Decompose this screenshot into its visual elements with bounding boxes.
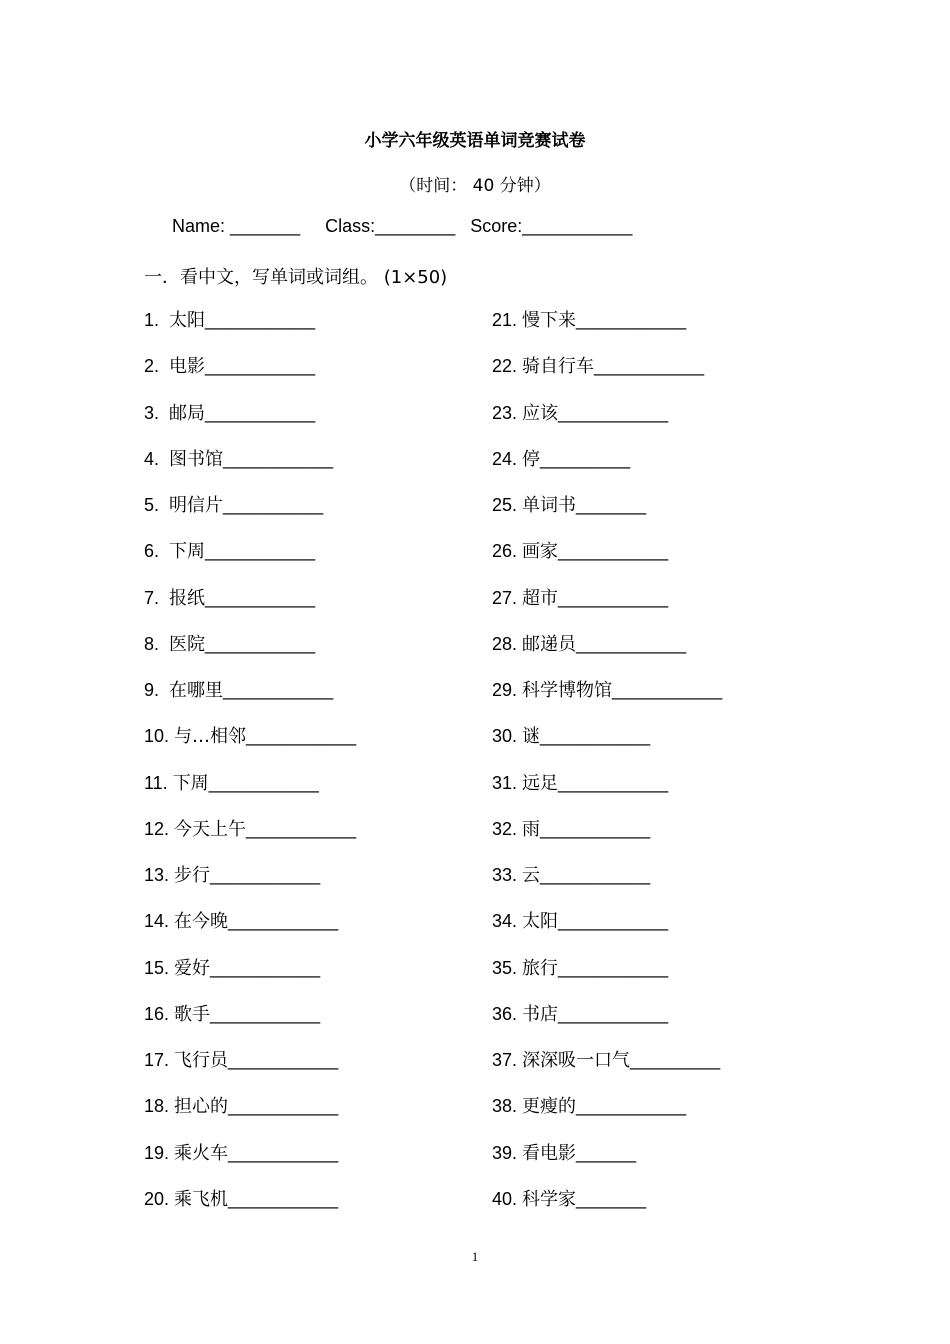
answer-blank[interactable]: ___________	[612, 680, 723, 700]
answer-blank[interactable]: ___________	[246, 726, 357, 747]
question-item	[492, 1095, 722, 1141]
question-item	[492, 957, 722, 1003]
question-prompt: 乘飞机	[174, 1188, 229, 1210]
question-number: 8.	[144, 633, 170, 654]
left-question-column	[144, 309, 356, 1234]
question-number: 36.	[492, 1003, 523, 1024]
question-number: 38.	[492, 1096, 523, 1117]
question-number: 29.	[492, 680, 523, 700]
question-number: 30.	[492, 726, 523, 747]
question-number: 35.	[492, 957, 523, 978]
question-number: 24.	[492, 448, 523, 469]
question-number: 23.	[492, 402, 523, 423]
answer-blank[interactable]: ___________	[210, 957, 321, 978]
question-number: 21.	[492, 310, 523, 330]
answer-blank[interactable]: ___________	[558, 957, 669, 978]
answer-blank[interactable]: __________	[223, 495, 324, 515]
answer-blank[interactable]: ___________	[558, 541, 669, 562]
question-item	[492, 1188, 722, 1234]
question-prompt: 科学家	[522, 1188, 577, 1210]
question-item	[144, 679, 356, 725]
question-number: 2.	[144, 356, 170, 377]
question-prompt: 邮递员	[522, 633, 577, 655]
answer-blank[interactable]: ___________	[205, 402, 316, 423]
question-item	[492, 309, 722, 355]
question-item	[492, 1049, 722, 1095]
question-prompt: 今天上午	[174, 818, 247, 840]
question-prompt: 骑自行车	[522, 356, 595, 378]
question-number: 28.	[492, 633, 523, 654]
answer-blank[interactable]: ___________	[205, 633, 316, 654]
question-number: 32.	[492, 818, 523, 839]
question-number: 9.	[144, 680, 170, 700]
answer-blank[interactable]: ___________	[210, 865, 321, 885]
question-number: 6.	[144, 541, 170, 562]
question-item	[492, 540, 722, 586]
question-number: 31.	[492, 772, 523, 793]
name-field[interactable]: Name: _______	[172, 216, 301, 236]
page-number: 1	[471, 1249, 479, 1264]
question-prompt: 雨	[522, 818, 541, 840]
question-number: 18.	[144, 1096, 175, 1117]
question-prompt: 科学博物馆	[522, 680, 613, 701]
question-number: 26.	[492, 541, 523, 562]
question-prompt: 明信片	[169, 495, 224, 516]
answer-blank[interactable]: ___________	[246, 818, 357, 839]
answer-blank[interactable]: ___________	[576, 1096, 687, 1117]
question-item	[144, 355, 356, 401]
question-prompt: 画家	[522, 541, 559, 563]
question-item	[492, 402, 722, 448]
question-item	[144, 864, 356, 910]
question-item	[144, 448, 356, 494]
question-prompt: 谜	[522, 726, 541, 748]
answer-blank[interactable]: ___________	[205, 587, 316, 608]
answer-blank[interactable]: ___________	[223, 680, 334, 700]
answer-blank[interactable]: ___________	[228, 1096, 339, 1117]
student-info-line	[172, 216, 632, 237]
question-prompt: 与…相邻	[174, 726, 247, 748]
answer-blank[interactable]: ___________	[205, 310, 316, 330]
question-number: 4.	[144, 448, 170, 469]
answer-blank[interactable]: ___________	[558, 911, 669, 932]
question-number: 7.	[144, 587, 170, 608]
right-question-column	[492, 309, 722, 1234]
question-item	[144, 910, 356, 956]
question-number: 13.	[144, 865, 175, 885]
answer-blank[interactable]: ___________	[205, 356, 316, 377]
question-item	[144, 494, 356, 540]
answer-blank[interactable]: ___________	[540, 818, 651, 839]
question-prompt: 爱好	[174, 957, 211, 979]
question-item	[144, 402, 356, 448]
question-number: 15.	[144, 957, 175, 978]
answer-blank[interactable]: ___________	[594, 356, 705, 377]
question-number: 34.	[492, 911, 523, 932]
question-number: 40.	[492, 1188, 523, 1209]
question-prompt: 深深吸一口气	[522, 1050, 631, 1071]
question-prompt: 步行	[174, 865, 211, 886]
question-prompt: 邮局	[169, 402, 206, 424]
answer-blank[interactable]: ___________	[205, 541, 316, 562]
question-number: 37.	[492, 1050, 523, 1070]
question-item	[144, 1095, 356, 1141]
question-prompt: 更瘦的	[522, 1096, 577, 1118]
answer-blank[interactable]: ___________	[558, 1003, 669, 1024]
question-item	[492, 818, 722, 864]
question-prompt: 担心的	[174, 1096, 229, 1118]
answer-blank[interactable]: ___________	[540, 865, 651, 885]
question-prompt: 单词书	[522, 495, 577, 516]
question-prompt: 在哪里	[169, 680, 224, 701]
answer-blank[interactable]: _________	[630, 1050, 721, 1070]
question-prompt: 远足	[522, 772, 559, 794]
question-item	[492, 1142, 722, 1188]
question-number: 10.	[144, 726, 175, 747]
section-heading: 一．看中文，写单词或词组。 (1×50)	[144, 267, 448, 288]
question-item	[144, 1049, 356, 1095]
answer-blank[interactable]: ___________	[208, 772, 319, 793]
question-item	[492, 725, 722, 771]
question-item	[144, 957, 356, 1003]
question-item	[492, 864, 722, 910]
question-number: 12.	[144, 818, 175, 839]
question-item	[144, 1142, 356, 1188]
question-item	[144, 633, 356, 679]
answer-blank[interactable]: ___________	[540, 726, 651, 747]
answer-blank[interactable]: ___________	[576, 633, 687, 654]
question-prompt: 旅行	[522, 957, 559, 979]
question-prompt: 报纸	[169, 587, 206, 609]
question-item	[144, 818, 356, 864]
question-item	[492, 633, 722, 679]
question-number: 17.	[144, 1050, 175, 1070]
question-item	[492, 494, 722, 540]
question-prompt: 下周	[172, 772, 209, 794]
answer-blank[interactable]: ___________	[223, 448, 334, 469]
answer-blank[interactable]: ___________	[558, 772, 669, 793]
question-number: 25.	[492, 495, 523, 515]
time-limit: （时间： 40 分钟）	[399, 176, 551, 196]
question-prompt: 超市	[522, 587, 559, 609]
score-field[interactable]: Score:___________	[470, 216, 633, 236]
question-item	[144, 772, 356, 818]
answer-blank[interactable]: ___________	[228, 1188, 339, 1209]
question-number: 11.	[144, 772, 173, 793]
question-number: 27.	[492, 587, 523, 608]
question-prompt: 图书馆	[169, 448, 224, 470]
question-number: 19.	[144, 1142, 175, 1163]
question-number: 3.	[144, 402, 170, 423]
question-item	[144, 540, 356, 586]
question-prompt: 应该	[522, 402, 559, 424]
answer-blank[interactable]: ___________	[228, 1050, 339, 1070]
question-prompt: 云	[522, 865, 541, 886]
question-prompt: 太阳	[522, 911, 559, 933]
question-prompt: 医院	[169, 633, 206, 655]
answer-blank[interactable]: ___________	[558, 587, 669, 608]
question-number: 14.	[144, 911, 175, 932]
answer-blank[interactable]: _______	[576, 1188, 647, 1209]
question-number: 5.	[144, 495, 170, 515]
question-prompt: 歌手	[174, 1003, 211, 1025]
question-prompt: 看电影	[522, 1142, 577, 1164]
question-number: 1.	[144, 310, 170, 330]
question-prompt: 书店	[522, 1003, 559, 1025]
question-prompt: 慢下来	[522, 310, 577, 331]
question-prompt: 停	[522, 448, 541, 470]
answer-blank[interactable]: ___________	[228, 911, 339, 932]
page-title: 小学六年级英语单词竞赛试卷	[364, 131, 586, 151]
question-prompt: 太阳	[169, 310, 206, 331]
question-number: 16.	[144, 1003, 175, 1024]
question-item	[144, 1003, 356, 1049]
question-number: 22.	[492, 356, 523, 377]
question-item	[492, 1003, 722, 1049]
answer-blank[interactable]: ___________	[210, 1003, 321, 1024]
question-prompt: 下周	[169, 541, 206, 563]
question-item	[492, 910, 722, 956]
question-item	[492, 772, 722, 818]
question-number: 39.	[492, 1142, 523, 1163]
question-prompt: 乘火车	[174, 1142, 229, 1164]
question-number: 33.	[492, 865, 523, 885]
answer-blank[interactable]: _______	[576, 495, 647, 515]
answer-blank[interactable]: ___________	[576, 310, 687, 330]
question-item	[144, 1188, 356, 1234]
question-prompt: 电影	[169, 356, 206, 378]
question-prompt: 飞行员	[174, 1050, 229, 1071]
question-item	[492, 355, 722, 401]
answer-blank[interactable]: _________	[540, 448, 631, 469]
question-item	[144, 587, 356, 633]
question-number: 20.	[144, 1188, 175, 1209]
question-item	[492, 679, 722, 725]
question-item	[492, 448, 722, 494]
answer-blank[interactable]: ______	[576, 1142, 637, 1163]
question-prompt: 在今晚	[174, 911, 229, 933]
question-item	[144, 725, 356, 771]
question-item	[492, 587, 722, 633]
class-field[interactable]: Class:________	[325, 216, 456, 236]
question-item	[144, 309, 356, 355]
answer-blank[interactable]: ___________	[228, 1142, 339, 1163]
answer-blank[interactable]: ___________	[558, 402, 669, 423]
